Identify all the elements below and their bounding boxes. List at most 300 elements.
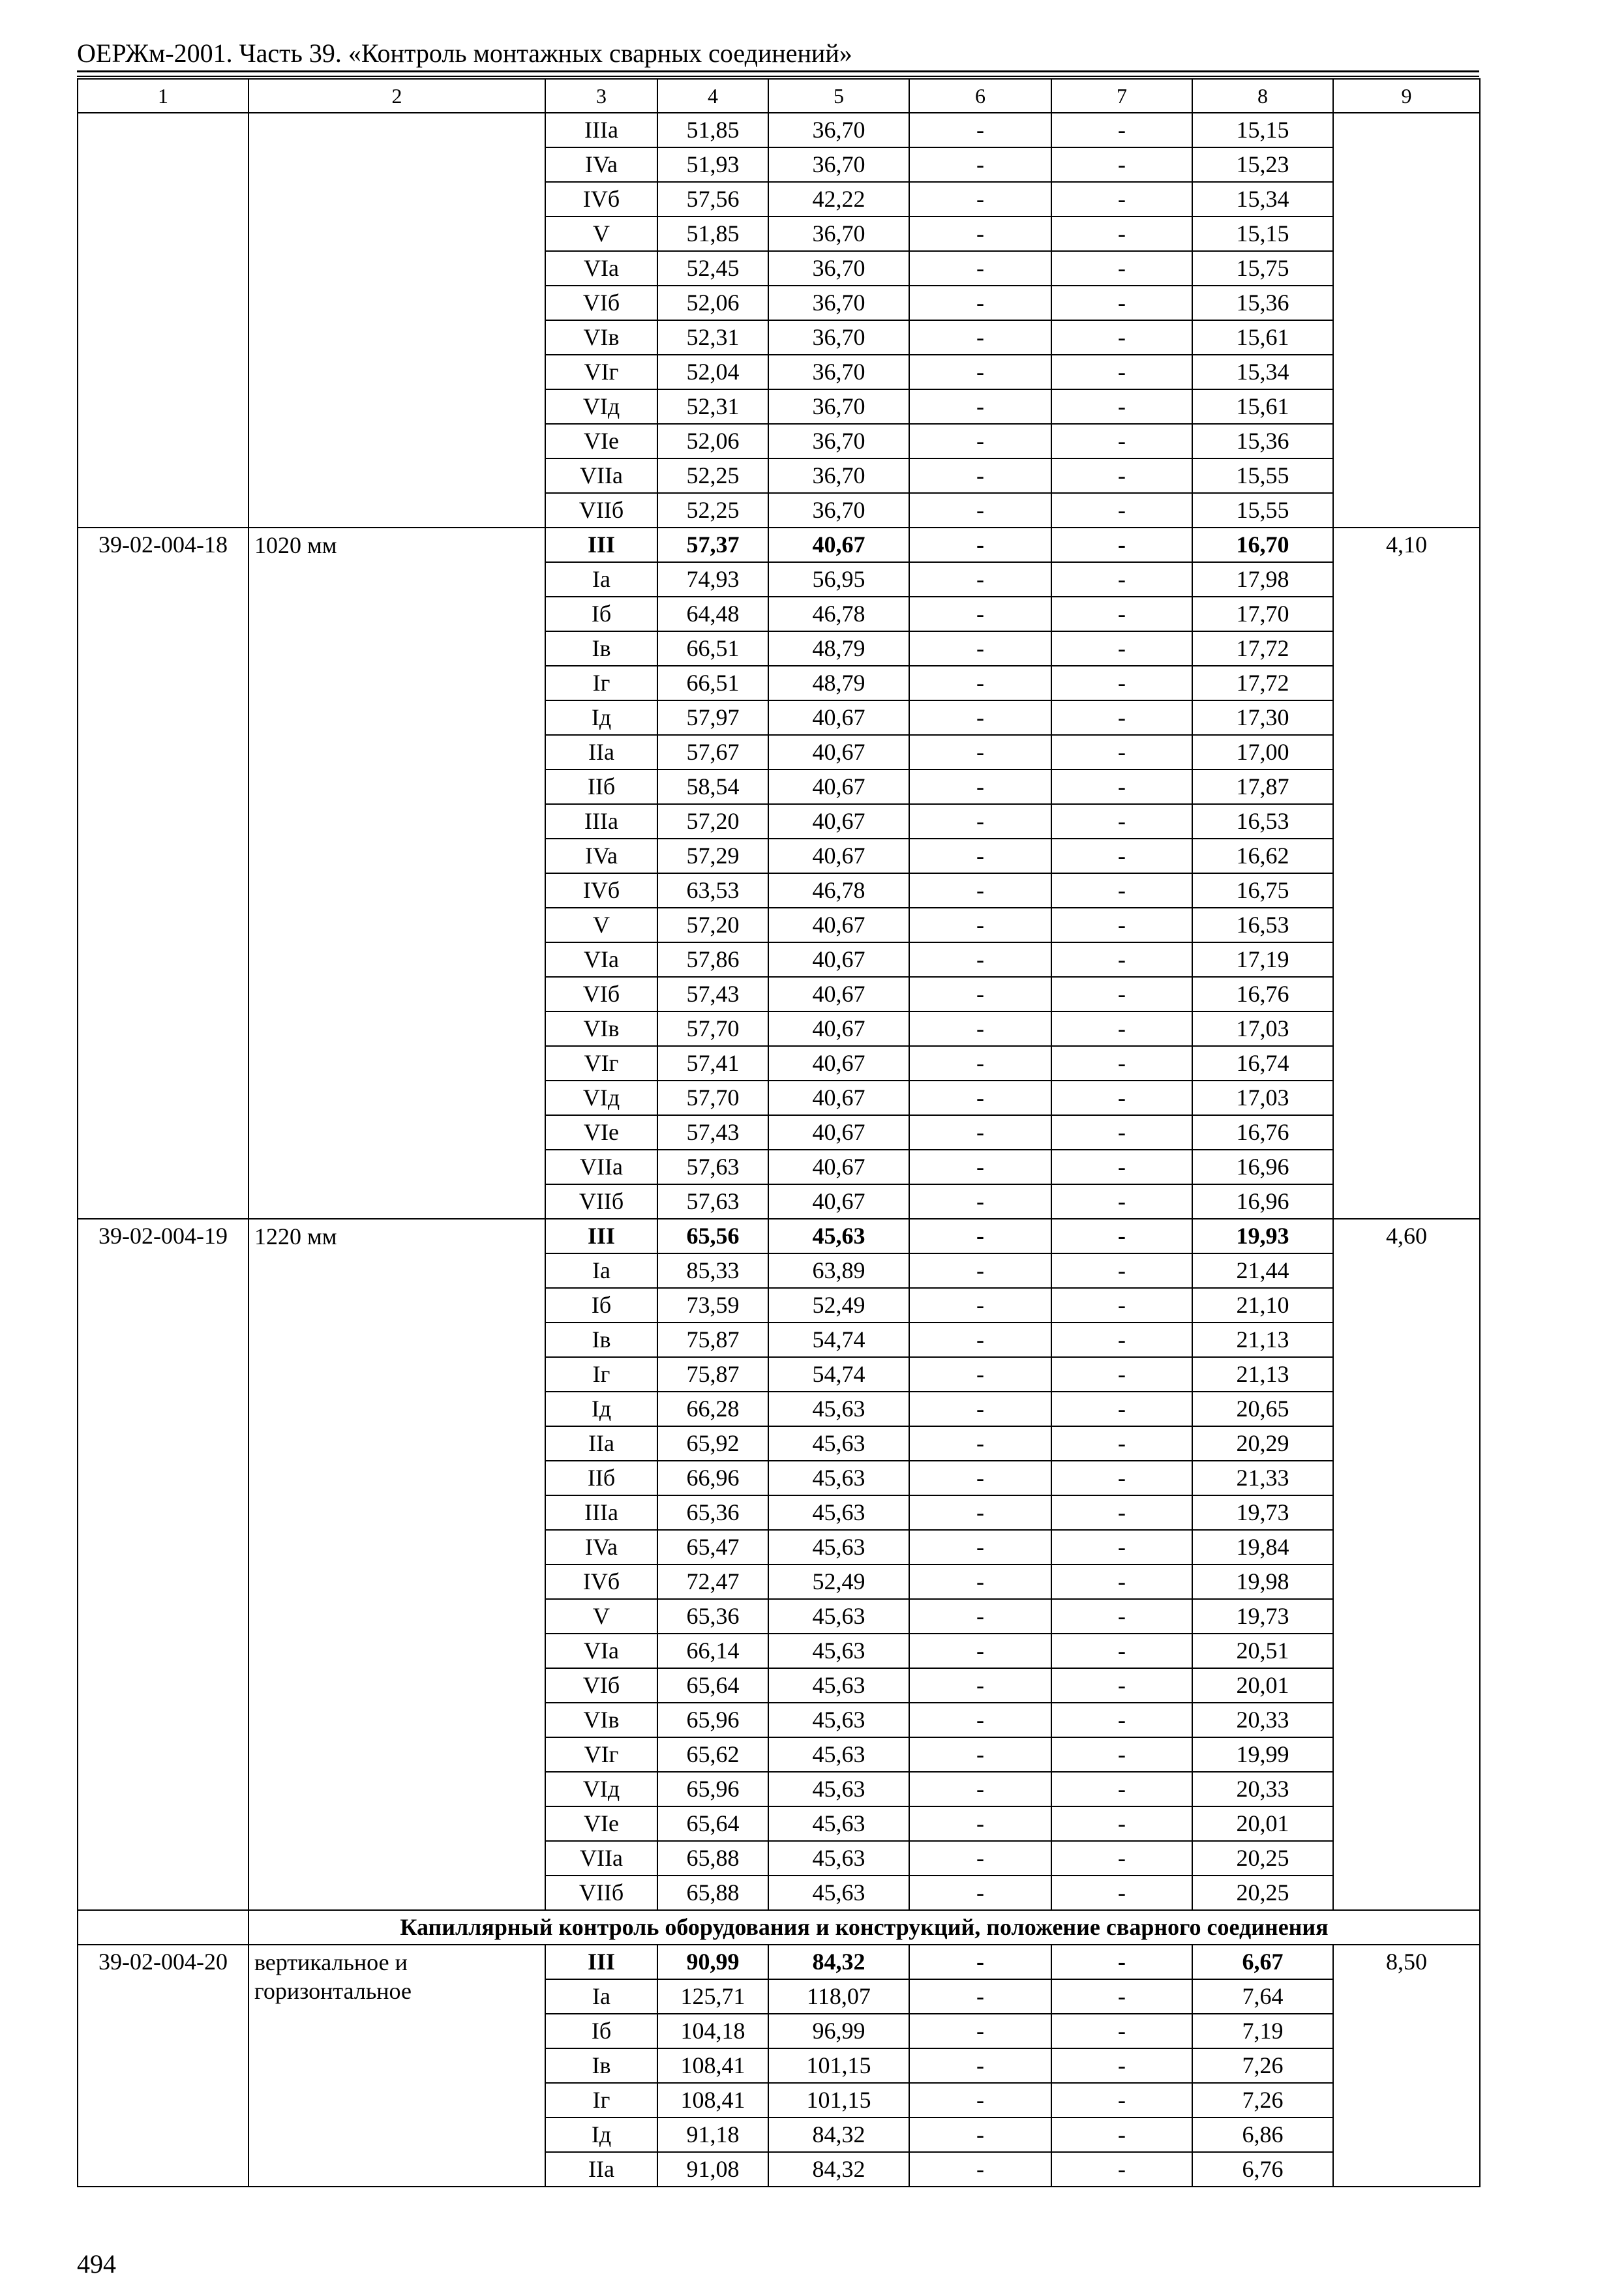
table-cell: 65,47 <box>657 1530 768 1564</box>
header-rule-thin <box>77 76 1479 77</box>
table-cell: 96,99 <box>768 2014 909 2048</box>
table-cell: 101,15 <box>768 2083 909 2117</box>
table-cell: VIIб <box>545 493 657 528</box>
table-cell: - <box>1051 251 1192 286</box>
table-cell: 42,22 <box>768 182 909 217</box>
table-cell: - <box>1051 1876 1192 1910</box>
table-cell: 85,33 <box>657 1253 768 1288</box>
table-cell: - <box>1051 770 1192 804</box>
table-cell: - <box>1051 1737 1192 1772</box>
table-cell: Iб <box>545 2014 657 2048</box>
table-cell: 75,87 <box>657 1323 768 1357</box>
table-cell: 16,53 <box>1192 804 1333 839</box>
table-cell: 40,67 <box>768 770 909 804</box>
table-cell: 16,96 <box>1192 1150 1333 1184</box>
table-cell: - <box>1051 1806 1192 1841</box>
table-cell: - <box>1051 562 1192 597</box>
table-cell: 40,67 <box>768 908 909 942</box>
table-cell: 36,70 <box>768 389 909 424</box>
table-row <box>78 113 1480 147</box>
column-number-cell: 4 <box>657 79 768 113</box>
table-cell: - <box>909 217 1051 251</box>
table-cell: 16,53 <box>1192 908 1333 942</box>
table-cell: - <box>909 942 1051 977</box>
table-cell: 36,70 <box>768 424 909 458</box>
table-row <box>78 1219 1480 1253</box>
table-cell: 45,63 <box>768 1668 909 1703</box>
table-cell: Iб <box>545 597 657 631</box>
table-cell: - <box>1051 1599 1192 1634</box>
table-cell: - <box>1051 1495 1192 1530</box>
table-cell: VIв <box>545 320 657 355</box>
table-cell: IVa <box>545 839 657 873</box>
table-cell: - <box>909 1150 1051 1184</box>
table-cell: 57,43 <box>657 977 768 1011</box>
table-cell: - <box>1051 147 1192 182</box>
table-cell: Iг <box>545 666 657 700</box>
table-cell: 6,86 <box>1192 2117 1333 2152</box>
table-cell: 108,41 <box>657 2048 768 2083</box>
table-cell: - <box>1051 1461 1192 1495</box>
table-cell: - <box>1051 597 1192 631</box>
table-cell: - <box>1051 1115 1192 1150</box>
column-number-cell: 9 <box>1333 79 1480 113</box>
table-cell: 45,63 <box>768 1876 909 1910</box>
table-cell: 45,63 <box>768 1392 909 1426</box>
table-cell: 40,67 <box>768 1081 909 1115</box>
table-cell: 16,75 <box>1192 873 1333 908</box>
table-cell: - <box>909 1599 1051 1634</box>
table-cell: - <box>1051 1253 1192 1288</box>
table-cell: 51,85 <box>657 113 768 147</box>
table-cell: 45,63 <box>768 1772 909 1806</box>
table-cell: VIIб <box>545 1184 657 1219</box>
table-cell: 57,20 <box>657 908 768 942</box>
table-cell: - <box>909 2152 1051 2187</box>
table-cell: 57,70 <box>657 1081 768 1115</box>
table-cell: - <box>909 1979 1051 2014</box>
table-cell: IIa <box>545 2152 657 2187</box>
rate-name: 1020 мм <box>248 528 545 1219</box>
table-cell: 15,15 <box>1192 113 1333 147</box>
table-cell: 15,23 <box>1192 147 1333 182</box>
table-cell: 17,30 <box>1192 700 1333 735</box>
table-cell: - <box>909 1357 1051 1392</box>
table-cell: 40,67 <box>768 700 909 735</box>
table-cell: 21,13 <box>1192 1323 1333 1357</box>
table-cell: - <box>909 1841 1051 1876</box>
table-cell: 45,63 <box>768 1703 909 1737</box>
table-cell: 52,06 <box>657 286 768 320</box>
table-cell: - <box>909 2048 1051 2083</box>
table-cell: 40,67 <box>768 1150 909 1184</box>
table-cell: - <box>909 562 1051 597</box>
table-cell: VIв <box>545 1011 657 1046</box>
table-cell: - <box>909 251 1051 286</box>
table-cell: - <box>1051 1288 1192 1323</box>
table-cell: 57,63 <box>657 1184 768 1219</box>
table-cell: Iг <box>545 2083 657 2117</box>
table-cell: Iв <box>545 631 657 666</box>
table-cell: 63,89 <box>768 1253 909 1288</box>
table-cell: 66,51 <box>657 631 768 666</box>
table-cell: - <box>909 770 1051 804</box>
table-cell: VIб <box>545 286 657 320</box>
table-cell: 20,01 <box>1192 1668 1333 1703</box>
table-cell: III <box>545 528 657 562</box>
table-cell: - <box>909 873 1051 908</box>
table-cell: 20,33 <box>1192 1703 1333 1737</box>
table-cell: 57,63 <box>657 1150 768 1184</box>
table-cell: 52,25 <box>657 458 768 493</box>
table-cell: - <box>1051 1979 1192 2014</box>
table-cell: 66,51 <box>657 666 768 700</box>
table-cell: 21,44 <box>1192 1253 1333 1288</box>
table-cell: - <box>909 1253 1051 1288</box>
table-cell: - <box>909 1737 1051 1772</box>
table-cell: 17,70 <box>1192 597 1333 631</box>
table-cell: 104,18 <box>657 2014 768 2048</box>
column-number-cell: 6 <box>909 79 1051 113</box>
header-rule <box>77 70 1479 72</box>
table-cell: - <box>909 1461 1051 1495</box>
table-cell: IIIa <box>545 1495 657 1530</box>
table-cell: 45,63 <box>768 1599 909 1634</box>
table-cell: Iд <box>545 1392 657 1426</box>
table-cell: - <box>909 528 1051 562</box>
table-cell: 40,67 <box>768 1184 909 1219</box>
table-cell: 65,96 <box>657 1772 768 1806</box>
column-number-cell: 8 <box>1192 79 1333 113</box>
table-cell: 16,74 <box>1192 1046 1333 1081</box>
rate-code: 39-02-004-19 <box>78 1219 248 1910</box>
table-cell: 15,61 <box>1192 389 1333 424</box>
table-cell: - <box>1051 1945 1192 1979</box>
table-cell: - <box>909 1081 1051 1115</box>
table-cell: 52,45 <box>657 251 768 286</box>
table-cell: 57,37 <box>657 528 768 562</box>
table-cell: - <box>1051 1564 1192 1599</box>
table-cell: 19,84 <box>1192 1530 1333 1564</box>
column-number-cell: 3 <box>545 79 657 113</box>
table-cell: V <box>545 908 657 942</box>
table-cell: - <box>1051 286 1192 320</box>
table-cell: 46,78 <box>768 597 909 631</box>
column-number-cell: 7 <box>1051 79 1192 113</box>
table-row <box>78 1945 1480 1979</box>
table-cell: 20,33 <box>1192 1772 1333 1806</box>
table-cell: 65,92 <box>657 1426 768 1461</box>
table-cell: - <box>909 1703 1051 1737</box>
table-cell: VIIa <box>545 1841 657 1876</box>
table-cell: 118,07 <box>768 1979 909 2014</box>
table-cell: 45,63 <box>768 1495 909 1530</box>
table-cell: 16,62 <box>1192 839 1333 873</box>
table-cell: - <box>1051 1150 1192 1184</box>
table-body <box>78 79 1480 2187</box>
table-cell: 84,32 <box>768 1945 909 1979</box>
table-cell: - <box>1051 1703 1192 1737</box>
table-cell: - <box>1051 1219 1192 1253</box>
table-cell: 91,18 <box>657 2117 768 2152</box>
table-cell: 54,74 <box>768 1323 909 1357</box>
table-cell: - <box>1051 389 1192 424</box>
table-cell: 36,70 <box>768 320 909 355</box>
table-cell: - <box>1051 908 1192 942</box>
table-cell: - <box>909 1876 1051 1910</box>
table-cell: - <box>1051 182 1192 217</box>
table-cell: 20,51 <box>1192 1634 1333 1668</box>
table-cell: - <box>909 320 1051 355</box>
table-cell: 40,67 <box>768 942 909 977</box>
table-cell: - <box>909 1426 1051 1461</box>
table-cell: 65,88 <box>657 1841 768 1876</box>
table-cell: - <box>909 1806 1051 1841</box>
table-cell: 54,74 <box>768 1357 909 1392</box>
table-cell: - <box>1051 355 1192 389</box>
table-cell: 52,25 <box>657 493 768 528</box>
table-cell: VIг <box>545 1046 657 1081</box>
table-cell: Ia <box>545 1253 657 1288</box>
table-cell: VIa <box>545 251 657 286</box>
table-cell: VIб <box>545 1668 657 1703</box>
table-cell: - <box>1051 942 1192 977</box>
table-cell: III <box>545 1219 657 1253</box>
table-cell: - <box>909 458 1051 493</box>
table-cell: 17,03 <box>1192 1081 1333 1115</box>
table-cell: Ia <box>545 562 657 597</box>
table-cell: - <box>1051 1392 1192 1426</box>
table-cell: V <box>545 217 657 251</box>
table-cell: VIe <box>545 424 657 458</box>
table-cell: 57,41 <box>657 1046 768 1081</box>
table-cell: 45,63 <box>768 1634 909 1668</box>
table-cell: - <box>1051 631 1192 666</box>
table-cell: IVб <box>545 1564 657 1599</box>
table-cell: - <box>1051 1323 1192 1357</box>
table-cell: - <box>909 700 1051 735</box>
table-cell: 7,19 <box>1192 2014 1333 2048</box>
table-cell: 63,53 <box>657 873 768 908</box>
table-cell: 48,79 <box>768 666 909 700</box>
table-cell: 46,78 <box>768 873 909 908</box>
table-cell: VIe <box>545 1115 657 1150</box>
table-cell: - <box>909 1011 1051 1046</box>
table-cell: 45,63 <box>768 1461 909 1495</box>
table-cell: 36,70 <box>768 458 909 493</box>
table-cell: 15,36 <box>1192 286 1333 320</box>
table-cell: 40,67 <box>768 1011 909 1046</box>
table-cell: 45,63 <box>768 1841 909 1876</box>
table-cell: 52,31 <box>657 320 768 355</box>
table-cell: 19,99 <box>1192 1737 1333 1772</box>
table-cell: 91,08 <box>657 2152 768 2187</box>
table-cell: 15,36 <box>1192 424 1333 458</box>
section-empty-cell <box>78 1910 248 1945</box>
table-cell: - <box>909 1184 1051 1219</box>
rate-name: 1220 мм <box>248 1219 545 1910</box>
table-cell: Iд <box>545 700 657 735</box>
column-number-row <box>78 79 1480 113</box>
table-cell: - <box>909 1530 1051 1564</box>
table-cell: - <box>909 493 1051 528</box>
table-cell: - <box>909 1495 1051 1530</box>
table-cell: Iв <box>545 2048 657 2083</box>
table-cell: - <box>909 389 1051 424</box>
table-cell: - <box>909 113 1051 147</box>
table-cell: - <box>1051 2014 1192 2048</box>
table-cell: - <box>1051 1081 1192 1115</box>
table-cell: - <box>1051 113 1192 147</box>
table-cell: - <box>909 1772 1051 1806</box>
table-cell: 20,25 <box>1192 1841 1333 1876</box>
table-cell: 65,62 <box>657 1737 768 1772</box>
table-cell: 20,25 <box>1192 1876 1333 1910</box>
table-cell: - <box>909 977 1051 1011</box>
table-cell: - <box>909 355 1051 389</box>
table-cell: - <box>1051 839 1192 873</box>
table-cell: 17,72 <box>1192 666 1333 700</box>
table-cell: 84,32 <box>768 2152 909 2187</box>
table-cell: - <box>1051 2083 1192 2117</box>
section-title: Капиллярный контроль оборудования и конструкций, положение сварного соединения <box>248 1910 1480 1945</box>
table-cell: 16,76 <box>1192 1115 1333 1150</box>
column-9-value <box>1333 113 1480 528</box>
table-cell: 48,79 <box>768 631 909 666</box>
table-cell: 36,70 <box>768 286 909 320</box>
table-cell: 45,63 <box>768 1806 909 1841</box>
table-cell: 58,54 <box>657 770 768 804</box>
rate-code: 39-02-004-20 <box>78 1945 248 2187</box>
table-cell: - <box>909 1668 1051 1703</box>
table-cell: - <box>1051 458 1192 493</box>
column-number-cell: 5 <box>768 79 909 113</box>
table-cell: 15,15 <box>1192 217 1333 251</box>
table-cell: 101,15 <box>768 2048 909 2083</box>
table-cell: 65,64 <box>657 1668 768 1703</box>
table-cell: - <box>909 839 1051 873</box>
page-number: 494 <box>77 2249 116 2279</box>
table-cell: Iд <box>545 2117 657 2152</box>
table-cell: - <box>1051 217 1192 251</box>
table-cell: - <box>909 1115 1051 1150</box>
table-cell: 36,70 <box>768 113 909 147</box>
table-cell: VIг <box>545 355 657 389</box>
table-cell: 57,86 <box>657 942 768 977</box>
table-cell: VIд <box>545 389 657 424</box>
table-cell: 52,31 <box>657 389 768 424</box>
table-cell: IIIa <box>545 113 657 147</box>
table-cell: 125,71 <box>657 1979 768 2014</box>
column-9-value: 4,10 <box>1333 528 1480 1219</box>
table-cell: 90,99 <box>657 1945 768 1979</box>
table-cell: 40,67 <box>768 977 909 1011</box>
table-cell: IVб <box>545 182 657 217</box>
table-cell: VIa <box>545 942 657 977</box>
table-cell: 20,65 <box>1192 1392 1333 1426</box>
table-cell: 16,70 <box>1192 528 1333 562</box>
table-cell: 75,87 <box>657 1357 768 1392</box>
table-cell: - <box>909 147 1051 182</box>
table-cell: 40,67 <box>768 735 909 770</box>
table-cell: 15,34 <box>1192 355 1333 389</box>
table-cell: 72,47 <box>657 1564 768 1599</box>
table-cell: - <box>909 804 1051 839</box>
table-cell: 19,98 <box>1192 1564 1333 1599</box>
table-cell: - <box>1051 1011 1192 1046</box>
table-cell: 66,96 <box>657 1461 768 1495</box>
table-cell: 7,26 <box>1192 2048 1333 2083</box>
table-cell: - <box>909 182 1051 217</box>
table-cell: VIд <box>545 1081 657 1115</box>
section-row <box>78 1910 1480 1945</box>
table-cell: VIд <box>545 1772 657 1806</box>
table-cell: - <box>1051 2048 1192 2083</box>
table-cell: - <box>1051 1634 1192 1668</box>
table-cell: 65,36 <box>657 1599 768 1634</box>
table-cell: - <box>1051 528 1192 562</box>
table-cell: - <box>1051 1184 1192 1219</box>
table-cell: 66,14 <box>657 1634 768 1668</box>
table-cell: 57,97 <box>657 700 768 735</box>
table-cell: IVa <box>545 1530 657 1564</box>
page-header: ОЕРЖм-2001. Часть 39. «Контроль монтажных сварных соединений» <box>77 38 852 68</box>
table-cell: 45,63 <box>768 1530 909 1564</box>
table-cell: 65,96 <box>657 1703 768 1737</box>
column-number-cell: 1 <box>78 79 248 113</box>
table-cell: - <box>909 286 1051 320</box>
table-cell: VIIб <box>545 1876 657 1910</box>
table-cell: - <box>1051 700 1192 735</box>
table-cell: IIб <box>545 770 657 804</box>
table-cell: 57,56 <box>657 182 768 217</box>
table-cell: 17,00 <box>1192 735 1333 770</box>
table-cell: 16,76 <box>1192 977 1333 1011</box>
table-cell: - <box>909 424 1051 458</box>
table-cell: 64,48 <box>657 597 768 631</box>
table-cell: - <box>1051 320 1192 355</box>
rate-code: 39-02-004-18 <box>78 528 248 1219</box>
table-cell: - <box>909 1323 1051 1357</box>
table-cell: 6,76 <box>1192 2152 1333 2187</box>
table-cell: Iб <box>545 1288 657 1323</box>
table-cell: 15,55 <box>1192 493 1333 528</box>
table-cell: 21,10 <box>1192 1288 1333 1323</box>
table-cell: 15,34 <box>1192 182 1333 217</box>
table-cell: - <box>1051 735 1192 770</box>
table-cell: 84,32 <box>768 2117 909 2152</box>
table-cell: 15,61 <box>1192 320 1333 355</box>
table-cell: 52,04 <box>657 355 768 389</box>
table-cell: 57,67 <box>657 735 768 770</box>
table-cell: 66,28 <box>657 1392 768 1426</box>
table-cell: 19,73 <box>1192 1495 1333 1530</box>
table-cell: 65,36 <box>657 1495 768 1530</box>
table-cell: 56,95 <box>768 562 909 597</box>
table-cell: - <box>1051 1357 1192 1392</box>
estimate-table <box>77 78 1481 2187</box>
table-cell: - <box>1051 666 1192 700</box>
table-cell: IVб <box>545 873 657 908</box>
table-cell: - <box>909 597 1051 631</box>
table-cell: Ia <box>545 1979 657 2014</box>
table-cell: 52,49 <box>768 1288 909 1323</box>
table-cell: - <box>1051 1530 1192 1564</box>
table-cell: 36,70 <box>768 493 909 528</box>
table-cell: 21,33 <box>1192 1461 1333 1495</box>
rate-name <box>248 113 545 528</box>
table-cell: 73,59 <box>657 1288 768 1323</box>
